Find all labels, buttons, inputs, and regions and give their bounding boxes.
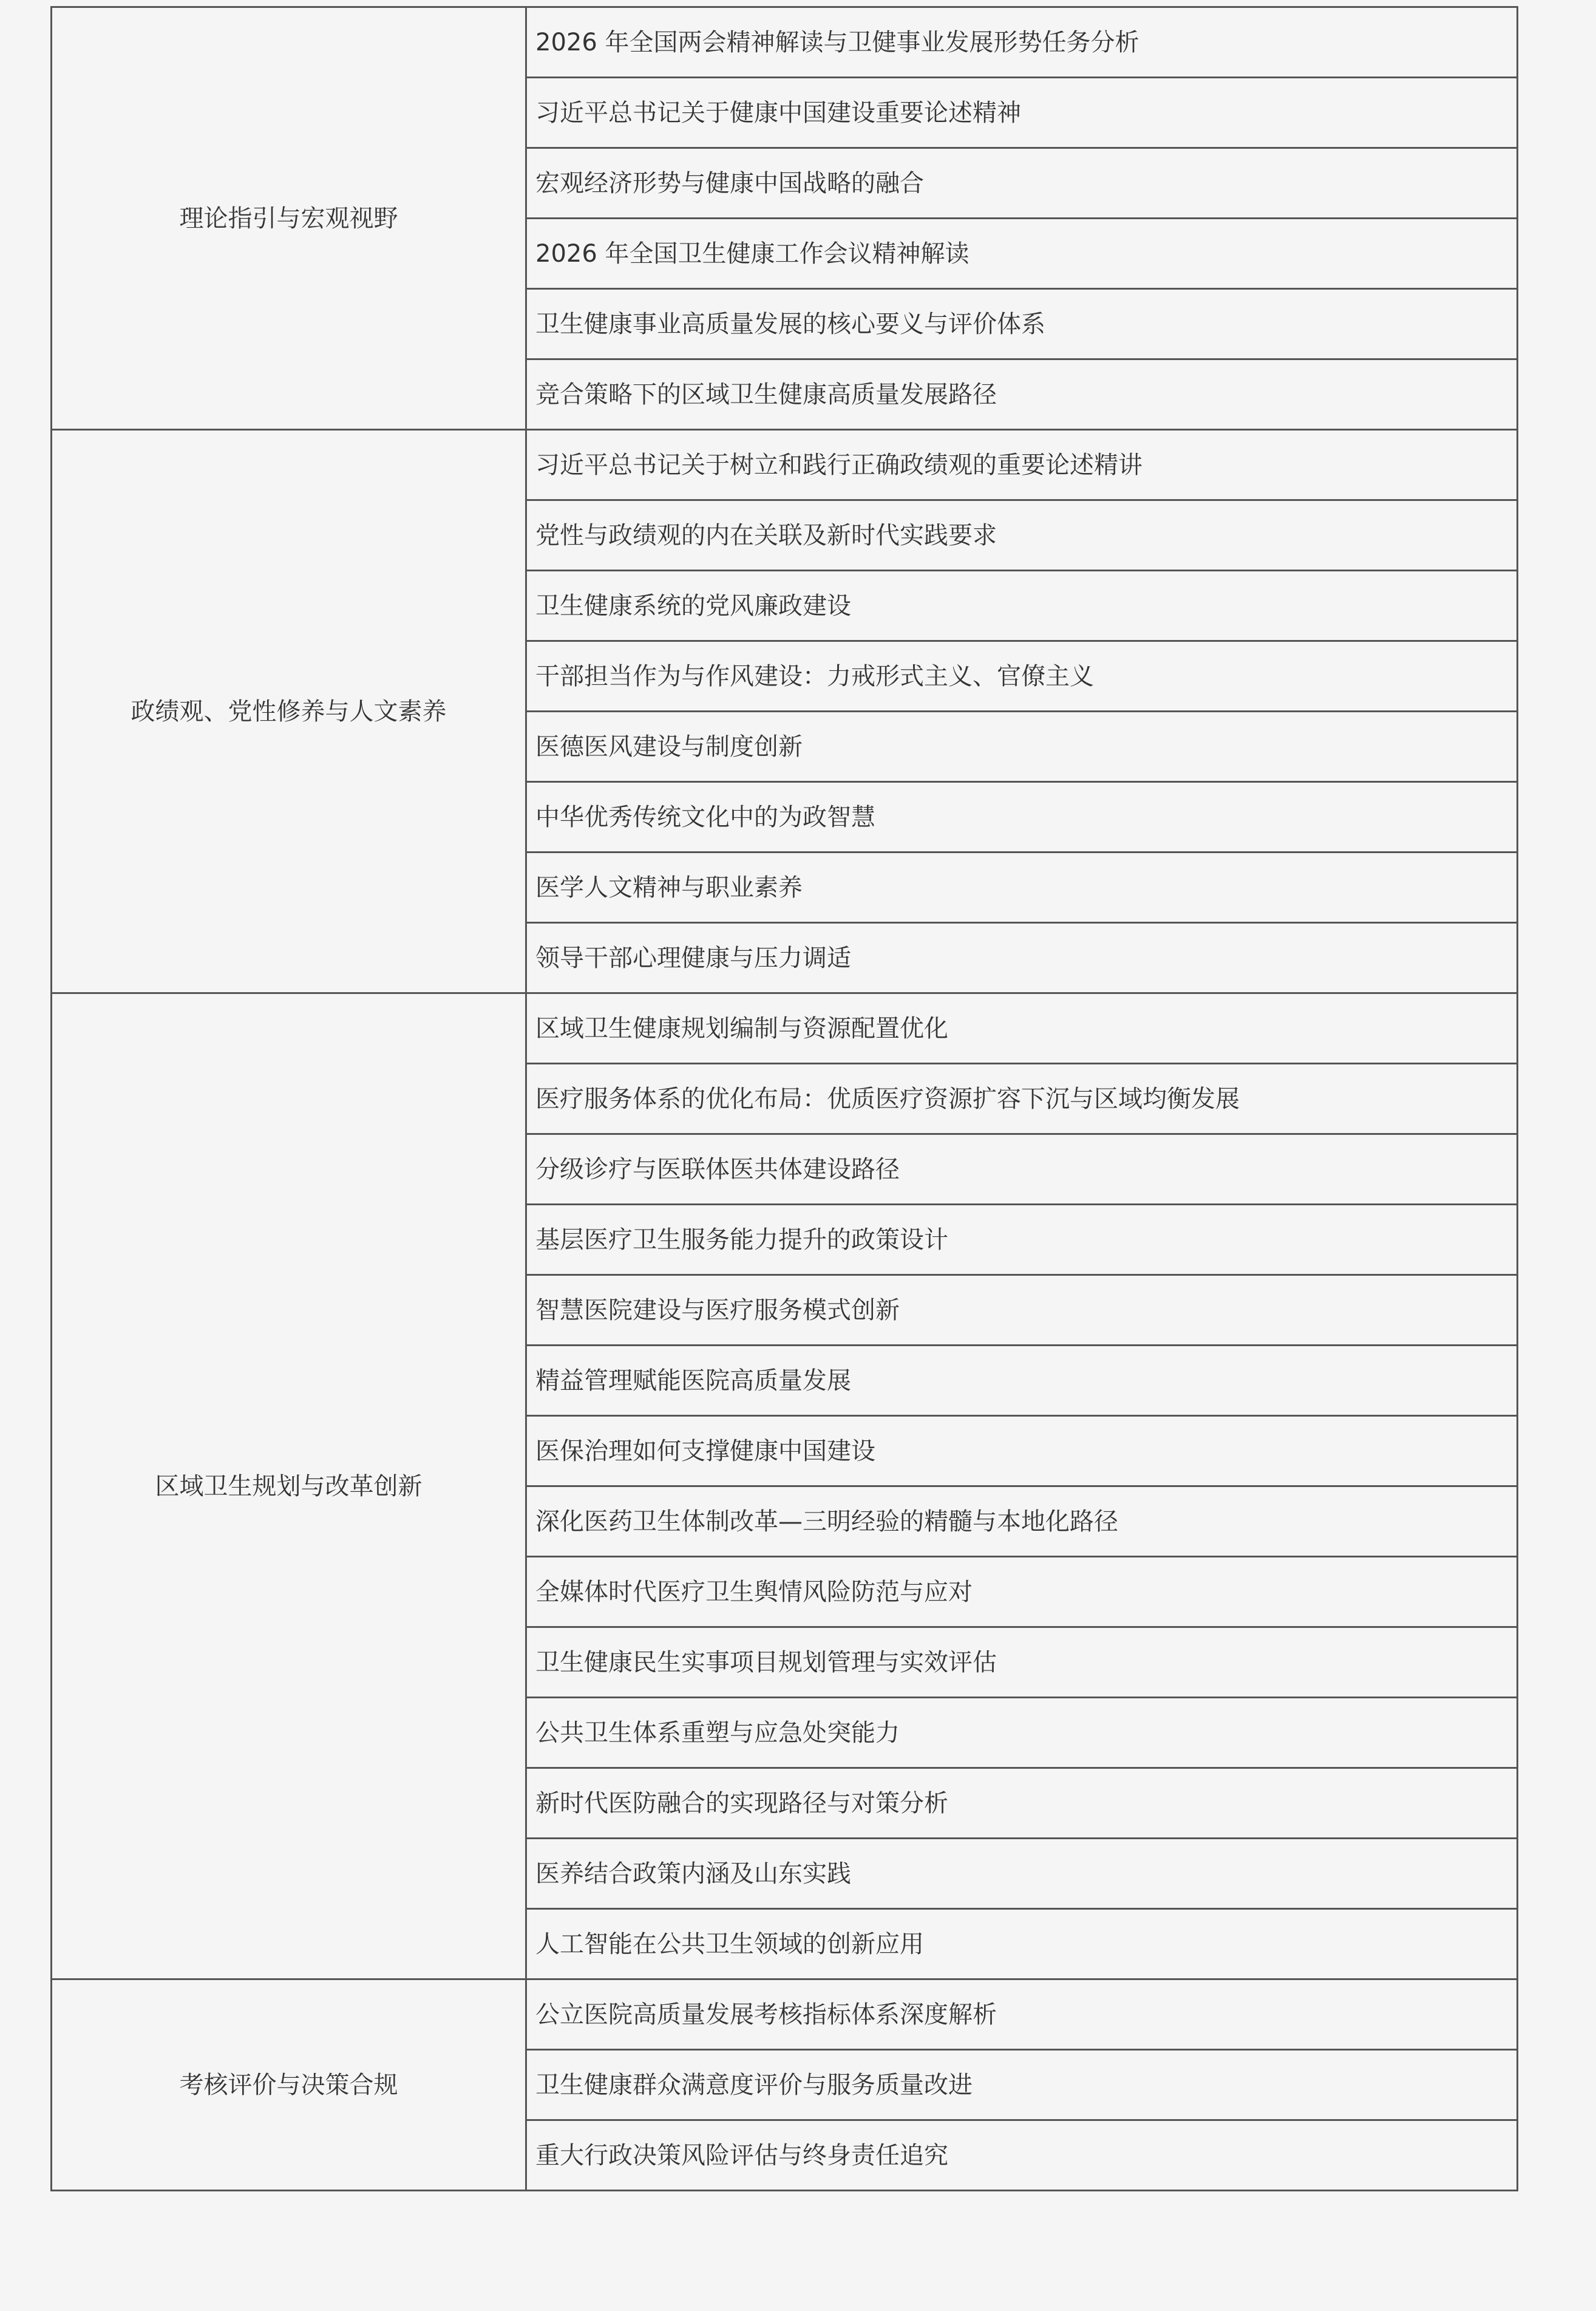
topic-cell: 区域卫生健康规划编制与资源配置优化 (526, 993, 1518, 1064)
topic-cell: 卫生健康民生实事项目规划管理与实效评估 (526, 1627, 1518, 1698)
category-cell: 区域卫生规划与改革创新 (52, 993, 526, 1979)
curriculum-table (50, 6, 1518, 2191)
topic-cell: 宏观经济形势与健康中国战略的融合 (526, 148, 1518, 219)
topic-cell: 卫生健康事业高质量发展的核心要义与评价体系 (526, 289, 1518, 359)
topic-cell: 习近平总书记关于健康中国建设重要论述精神 (526, 78, 1518, 148)
category-cell: 理论指引与宏观视野 (52, 7, 526, 430)
topic-cell: 2026 年全国卫生健康工作会议精神解读 (526, 219, 1518, 289)
topic-cell: 重大行政决策风险评估与终身责任追究 (526, 2120, 1518, 2191)
topic-cell: 医学人文精神与职业素养 (526, 853, 1518, 923)
topic-cell: 卫生健康系统的党风廉政建设 (526, 571, 1518, 641)
topic-cell: 智慧医院建设与医疗服务模式创新 (526, 1275, 1518, 1346)
topic-cell: 2026 年全国两会精神解读与卫健事业发展形势任务分析 (526, 7, 1518, 78)
curriculum-table-body (52, 7, 1518, 2191)
topic-cell: 深化医药卫生体制改革—三明经验的精髓与本地化路径 (526, 1486, 1518, 1557)
topic-cell: 医保治理如何支撑健康中国建设 (526, 1416, 1518, 1486)
topic-cell: 中华优秀传统文化中的为政智慧 (526, 782, 1518, 853)
topic-cell: 分级诊疗与医联体医共体建设路径 (526, 1134, 1518, 1205)
topic-cell: 新时代医防融合的实现路径与对策分析 (526, 1768, 1518, 1839)
category-cell: 政绩观、党性修养与人文素养 (52, 430, 526, 993)
topic-cell: 医德医风建设与制度创新 (526, 712, 1518, 782)
topic-cell: 党性与政绩观的内在关联及新时代实践要求 (526, 500, 1518, 571)
topic-cell: 人工智能在公共卫生领域的创新应用 (526, 1909, 1518, 1979)
topic-cell: 公共卫生体系重塑与应急处突能力 (526, 1698, 1518, 1768)
topic-cell: 公立医院高质量发展考核指标体系深度解析 (526, 1979, 1518, 2050)
topic-cell: 领导干部心理健康与压力调适 (526, 923, 1518, 993)
table-row (52, 7, 1518, 78)
topic-cell: 干部担当作为与作风建设：力戒形式主义、官僚主义 (526, 641, 1518, 712)
topic-cell: 基层医疗卫生服务能力提升的政策设计 (526, 1205, 1518, 1275)
table-row (52, 1979, 1518, 2050)
topic-cell: 习近平总书记关于树立和践行正确政绩观的重要论述精讲 (526, 430, 1518, 500)
table-row (52, 430, 1518, 500)
category-cell: 考核评价与决策合规 (52, 1979, 526, 2191)
topic-cell: 全媒体时代医疗卫生舆情风险防范与应对 (526, 1557, 1518, 1627)
topic-cell: 医疗服务体系的优化布局：优质医疗资源扩容下沉与区域均衡发展 (526, 1064, 1518, 1134)
topic-cell: 竞合策略下的区域卫生健康高质量发展路径 (526, 359, 1518, 430)
topic-cell: 精益管理赋能医院高质量发展 (526, 1346, 1518, 1416)
topic-cell: 医养结合政策内涵及山东实践 (526, 1839, 1518, 1909)
topic-cell: 卫生健康群众满意度评价与服务质量改进 (526, 2050, 1518, 2120)
table-row (52, 993, 1518, 1064)
